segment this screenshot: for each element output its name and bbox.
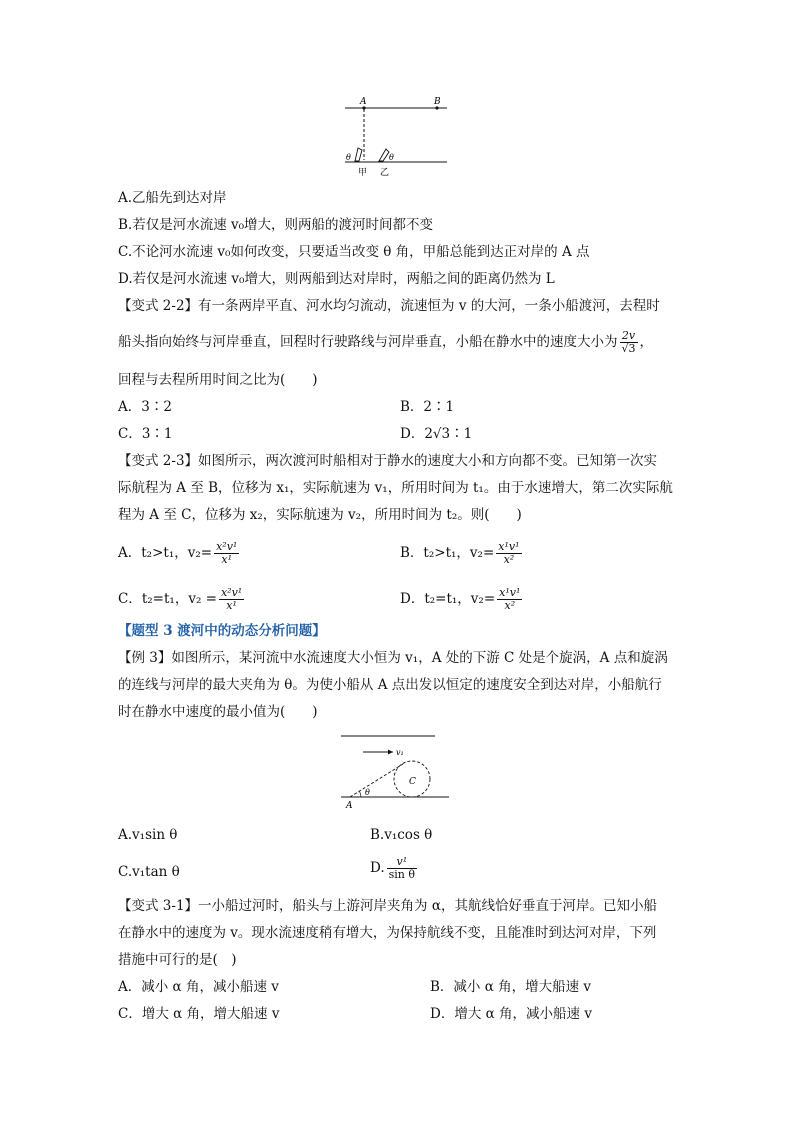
variant-3-1-line1: 【变式 3-1】一小船过河时，船头与上游河岸夹角为 α，其航线恰好垂直于河岸。已知小船 (118, 898, 657, 914)
section-3-title: 【题型 3 渡河中的动态分析问题】 (118, 623, 326, 639)
variant-2-2-option-b: B．2∶1 (400, 399, 455, 415)
variant-2-2-option-c: C．3∶1 (118, 426, 173, 442)
option-b: B.若仅是河水流速 v₀增大，则两船的渡河时间都不变 (118, 217, 434, 233)
variant-2-2-option-d: D．2√3∶1 (400, 426, 473, 442)
variant-3-1-option-a: A．减小 α 角，减小船速 v (118, 979, 279, 995)
theta-jia: θ (346, 153, 351, 162)
variant-3-1-line3: 措施中可行的是( ) (118, 952, 237, 968)
variant-2-2-line3: 回程与去程所用时间之比为( ) (118, 372, 318, 388)
example-3-line1: 【例 3】如图所示，某河流中水流速度大小恒为 v₁，A 处的下游 C 处是个旋涡，A 点和旋涡 (118, 650, 668, 666)
example-3-line2: 的连线与河岸的最大夹角为 θ。为使小船从 A 点出发以恒定的速度安全到达对岸，小船航行 (118, 677, 662, 693)
variant-3-1-option-d: D．增大 α 角，减小船速 v (430, 1006, 592, 1022)
variant-3-1-option-b: B．减小 α 角，增大船速 v (430, 979, 592, 995)
angle-theta-label: θ (365, 788, 370, 797)
variant-2-3-option-c: C．t₂=t₁，v₂ = $\frac{\text{x²v¹}}{\text{x¹}}$ (118, 586, 243, 612)
variant-2-2-option-a: A．3∶2 (118, 399, 172, 415)
option-c: C.不论河水流速 v₀如何改变，只要适当改变 θ 角，甲船总能到达正对岸的 A 点 (118, 244, 590, 260)
example-3-option-d: D. $\frac{\text{v¹}}{\text{sin θ}}$ (370, 855, 416, 881)
example-3-line3: 时在静水中速度的最小值为( ) (118, 704, 318, 720)
point-a-label: A (346, 801, 353, 811)
variant-2-3-option-a: A．t₂>t₁，v₂= $\frac{\text{x²v¹}}{\text{x¹}}$ (118, 540, 238, 566)
variant-2-3-option-b: B．t₂>t₁，v₂= $\frac{\text{x¹v¹}}{\text{x²}}$ (400, 540, 520, 566)
example-3-option-b: B.v₁cos θ (370, 827, 433, 843)
variant-2-3-line2: 际航程为 A 至 B，位移为 x₁，实际航速为 v₁，所用时间为 t₁。由于水速增大，第二次实际航 (118, 480, 673, 496)
vortex-figure (335, 732, 455, 812)
label-b: B (434, 97, 441, 107)
variant-2-3-option-d: D．t₂=t₁，v₂= $\frac{\text{x¹v¹}}{\text{x²}}$ (400, 586, 521, 612)
example-3-option-c: C.v₁tan θ (118, 864, 180, 880)
variant-2-2-line2: 船头指向始终与河岸垂直，回程时行驶路线与河岸垂直，小船在静水中的速度大小为 $\frac{2v}{√3}$ ， (118, 329, 654, 355)
option-a: A.乙船先到达对岸 (118, 190, 227, 206)
velocity-v1-label: v₁ (396, 748, 404, 757)
theta-yi: θ (389, 153, 394, 162)
variant-2-3-line1: 【变式 2-3】如图所示，两次渡河时船相对于静水的速度大小和方向都不变。已知第一次实 (118, 453, 658, 469)
option-d: D.若仅是河水流速 v₀增大，则两船到达对岸时，两船之间的距离仍然为 L (118, 271, 555, 287)
variant-2-3-line3: 程为 A 至 C，位移为 x₂，实际航速为 v₂，所用时间为 t₂。则( ) (118, 507, 522, 523)
river-crossing-figure-1 (335, 92, 455, 178)
speed-fraction: $\frac{2v}{√3}$ (621, 329, 636, 355)
variant-2-2-line1: 【变式 2-2】有一条两岸平直、河水均匀流动，流速恒为 v 的大河，一条小船渡河，去程时 (118, 298, 660, 314)
variant-3-1-option-c: C．增大 α 角，增大船速 v (118, 1006, 280, 1022)
example-3-option-a: A.v₁sin θ (118, 827, 178, 843)
vortex-c-label: C (409, 777, 416, 787)
label-a: A (360, 97, 367, 107)
variant-3-1-line2: 在静水中的速度为 v。现水流速度稍有增大，为保持航线不变，且能准时到达河对岸，下列 (118, 925, 657, 941)
label-jia: 甲 (358, 168, 368, 178)
label-yi: 乙 (380, 168, 390, 178)
